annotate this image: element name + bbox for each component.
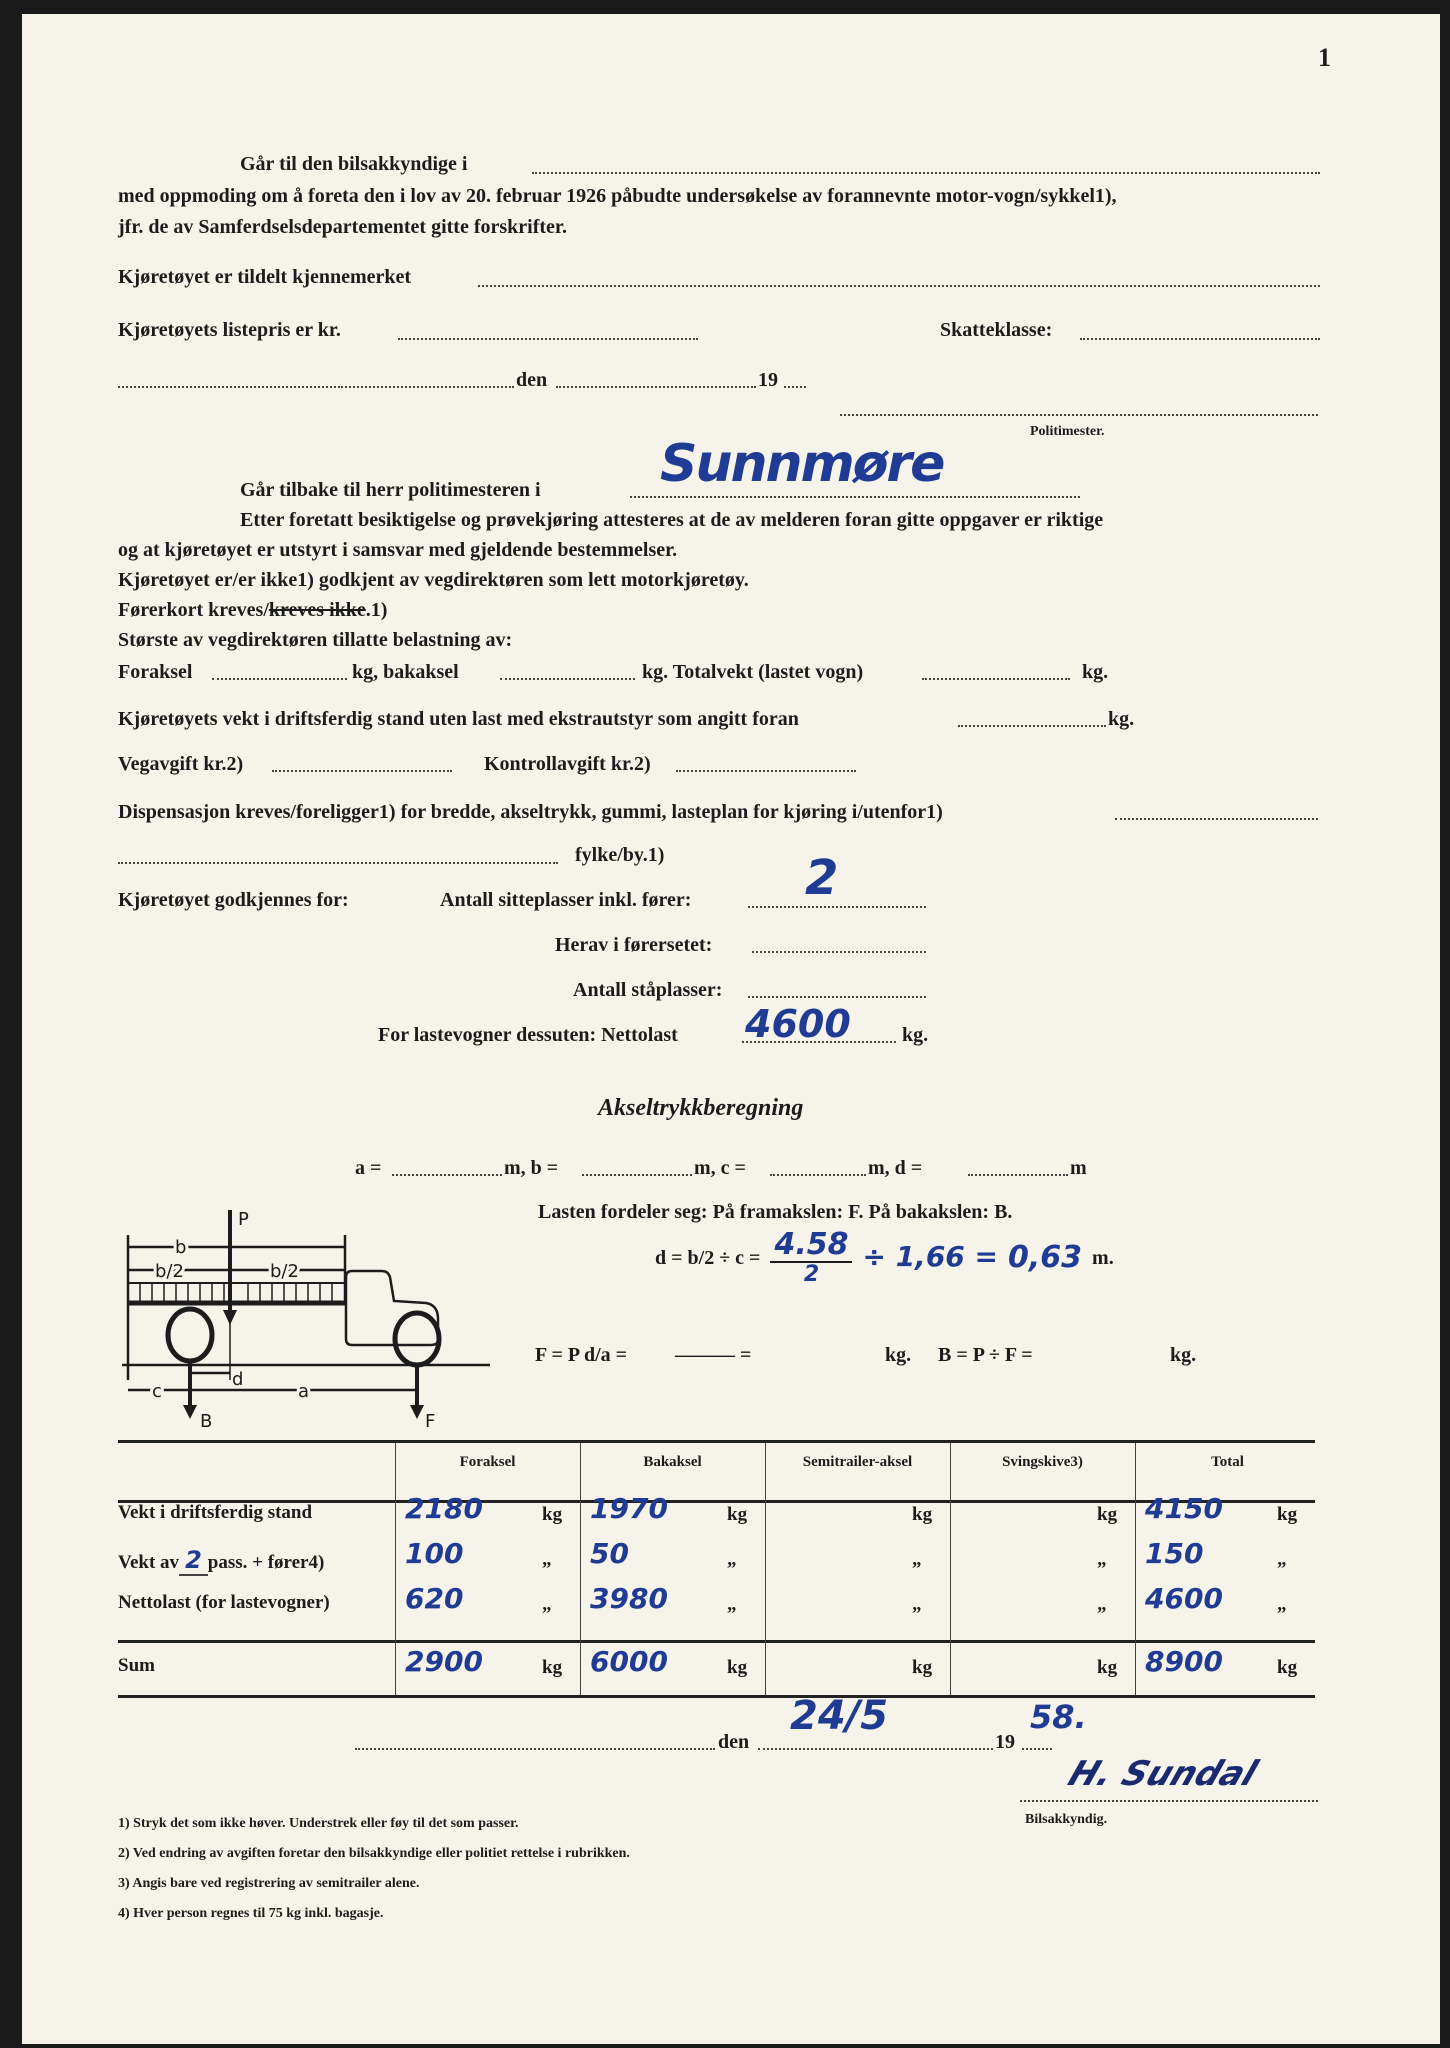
front-axle-field[interactable] [212,678,347,680]
signoff-den: den [718,1731,750,1753]
table-value[interactable]: 4600 [1145,1582,1223,1615]
c-field[interactable] [770,1174,866,1176]
row-label: Nettolast (for lastevogner) [118,1592,330,1613]
d-result: 0,63 [1008,1240,1083,1276]
seats-value: 2 [805,850,839,906]
label-p: P [238,1209,249,1230]
den-label: den [516,369,548,391]
table-unit: „ [1277,1594,1287,1615]
a-label: a = [355,1157,382,1179]
table-unit: „ [1097,1594,1107,1615]
table-column-divider [395,1443,396,1695]
truck-cab [346,1271,438,1345]
distribution-text: Lasten fordeler seg: På framakslen: F. På bakakslen: B. [538,1201,1013,1223]
table-value[interactable]: 1970 [590,1492,668,1525]
table-unit: kg [1277,1504,1298,1525]
table-unit: „ [727,1594,737,1615]
row-label-suffix: pass. + fører4) [207,1552,325,1573]
table-value[interactable]: 50 [590,1537,629,1570]
inspector-signature: H. Sundal [1062,1754,1263,1794]
police-district-value: Sunnmøre [660,434,944,494]
dispensation-field[interactable] [1115,818,1318,820]
table-column-divider [580,1443,581,1695]
d-denominator: 2 [803,1262,820,1287]
b-kg: kg. [1170,1344,1197,1366]
signoff-year-field[interactable] [1022,1748,1052,1750]
table-unit: kg [542,1504,563,1525]
table-value[interactable]: 8900 [1145,1645,1223,1678]
footnote-4: 4) Hver person regnes til 75 kg inkl. bagasje. [118,1906,384,1921]
table-unit: „ [912,1594,922,1615]
f-kg: kg. [885,1344,912,1366]
table-header: Foraksel [459,1454,516,1470]
row-label: Vekt i driftsferdig stand [118,1502,313,1523]
inspector-signature-field[interactable] [1020,1800,1318,1802]
sum-label: Sum [118,1655,155,1676]
signoff-year: 58. [1030,1698,1087,1736]
m-label: m [1070,1157,1087,1179]
front-axle-label: Foraksel [118,661,193,683]
control-fee-field[interactable] [676,770,856,772]
tax-class-field[interactable] [1080,338,1320,340]
inspector-role: Bilsakkyndig. [1025,1812,1108,1827]
license-suffix: .1) [365,599,388,621]
table-value[interactable]: 620 [405,1582,464,1615]
license-struck: kreves ikke [268,599,366,621]
table-rule [118,1695,1315,1698]
date-field[interactable] [556,386,756,388]
license-line [118,598,387,622]
table-unit: „ [542,1549,552,1570]
passenger-count[interactable]: 2 [179,1546,208,1576]
row-label-prefix: Vekt av [118,1552,180,1573]
table-unit: kg [727,1504,748,1525]
c-label: m, c = [694,1157,746,1179]
seats-field[interactable] [748,906,926,908]
table-value[interactable]: 4150 [1145,1492,1223,1525]
police-chief-label: Politimester. [1030,424,1105,439]
inspector-field[interactable] [532,172,1320,174]
label-B: B [200,1411,213,1432]
net-load-label: For lastevogner dessuten: Nettolast [378,1024,678,1046]
place-field-2[interactable] [338,386,514,388]
table-unit: „ [727,1549,737,1570]
rear-wheel [168,1309,212,1361]
label-c: c [152,1381,162,1402]
footnote-2: 2) Ved endring av avgiften foretar den bilsakkyndige eller politiet rettelse i rubrikken. [118,1846,630,1861]
table-value[interactable]: 100 [405,1537,464,1570]
registration-field[interactable] [478,285,1320,287]
label-d: d [232,1369,244,1390]
front-wheel [395,1313,439,1365]
d-numerator: 4.58 [770,1228,852,1263]
signoff-year-prefix: 19 [995,1731,1015,1753]
page-mark: 1 [1318,43,1331,72]
table-unit: kg [1277,1657,1298,1678]
rear-axle-field[interactable] [500,678,635,680]
list-price-field[interactable] [398,338,698,340]
attest-line-1: Etter foretatt besiktigelse og prøvekjøring attesteres at de av melderen foran gitte oppgaver er riktige [240,509,1104,531]
standing-label: Antall ståplasser: [573,979,723,1001]
curb-weight-label: Kjøretøyets vekt i driftsferdig stand uten last med ekstrautstyr som angitt foran [118,708,799,730]
axle-load-diagram [120,1205,500,1435]
return-label: Går tilbake til herr politimesteren i [240,479,541,501]
d-field[interactable] [968,1174,1068,1176]
label-F: F [425,1411,436,1432]
place-field[interactable] [118,386,336,388]
d-label: m, d = [868,1157,923,1179]
control-fee-label: Kontrollavgift kr.2) [484,753,651,775]
dispensation-label: Dispensasjon kreves/foreligger1) for bredde, akseltrykk, gummi, lasteplan for kjøring i/utenfor1) [118,801,943,823]
max-load-line: Største av vegdirektøren tillatte belastning av: [118,629,513,651]
year-prefix: 19 [758,369,778,391]
total-weight-label: kg. Totalvekt (lastet vogn) [642,661,864,683]
rear-axle-label: kg, bakaksel [352,661,459,683]
county-field[interactable] [118,862,558,864]
table-header: Bakaksel [643,1454,702,1470]
request-line: med oppmoding om å foreta den i lov av 20. februar 1926 påbudte undersøkelse av forannevnte motor-vogn/sykkel1), [118,185,1117,207]
table-column-divider [765,1443,766,1695]
year-field[interactable] [784,386,806,388]
label-half-left: b/2 [155,1261,184,1282]
table-column-divider [950,1443,951,1695]
d-unit: m. [1092,1246,1114,1269]
d-formula: d = b/2 ÷ c = [655,1246,761,1269]
table-value[interactable]: 3980 [590,1582,668,1615]
table-unit: kg [912,1504,933,1525]
table-header: Semitrailer-aksel [802,1454,913,1470]
label-half-right: b/2 [270,1261,299,1282]
kg-label: kg. [1082,661,1109,683]
table-column-divider [1135,1443,1136,1695]
list-price-label: Kjøretøyets listepris er kr. [118,319,341,341]
kg-label-2: kg. [1108,708,1135,730]
table-unit: „ [542,1594,552,1615]
b-field[interactable] [582,1174,692,1176]
standing-field[interactable] [748,996,926,998]
police-signature-field[interactable] [840,414,1318,416]
table-unit: „ [912,1549,922,1570]
d-formula-row [655,1228,1114,1287]
table-value[interactable]: 2900 [405,1645,483,1678]
footnote-3: 3) Angis bare ved registrering av semitrailer alene. [118,1876,420,1891]
table-unit: kg [727,1657,748,1678]
table-unit: kg [912,1657,933,1678]
road-fee-field[interactable] [272,770,452,772]
road-fee-label: Vegavgift kr.2) [118,753,244,775]
cargo-bed [128,1283,345,1303]
f-formula: F = P d/a = [535,1344,628,1366]
total-weight-field[interactable] [922,678,1070,680]
police-district-field[interactable] [630,496,1080,498]
to-inspector-label: Går til den bilsakkyndige i [240,153,468,175]
f-eq: ——— = [675,1344,752,1366]
label-a: a [298,1381,310,1402]
table-unit: „ [1097,1549,1107,1570]
table-value[interactable]: 6000 [590,1645,668,1678]
table-unit: „ [1277,1549,1287,1570]
approval-label: Kjøretøyet godkjennes for: [118,889,349,911]
row-label [118,1547,324,1574]
net-load-value: 4600 [745,1002,851,1046]
d-minus: ÷ 1,66 = [862,1240,998,1274]
d-fraction [770,1228,852,1287]
regulation-line: jfr. de av Samferdselsdepartementet gitte forskrifter. [118,216,567,238]
a-field[interactable] [392,1174,502,1176]
attest-line-2: og at kjøretøyet er utstyrt i samsvar med gjeldende bestemmelser. [118,539,678,561]
driver-seat-field[interactable] [752,951,926,953]
curb-weight-field[interactable] [958,725,1106,727]
footnote-1: 1) Stryk det som ikke høver. Understrek eller føy til det som passer. [118,1816,519,1831]
table-unit: kg [1097,1504,1118,1525]
seats-label: Antall sitteplasser inkl. fører: [440,889,692,911]
light-vehicle-line: Kjøretøyet er/er ikke1) godkjent av vegdirektøren som lett motorkjøretøy. [118,569,749,591]
table-unit: kg [1097,1657,1118,1678]
table-unit: kg [542,1657,563,1678]
calc-title: Akseltrykkberegning [598,1095,804,1121]
table-value[interactable]: 150 [1145,1537,1204,1570]
signoff-date-field[interactable] [758,1748,993,1750]
table-header: Svingskive3) [1002,1454,1083,1470]
signoff-place-field[interactable] [355,1748,715,1750]
label-b: b [175,1237,187,1258]
table-header: Total [1211,1454,1244,1470]
b-formula: B = P ÷ F = [938,1344,1033,1366]
net-load-kg: kg. [902,1024,929,1046]
registration-label: Kjøretøyet er tildelt kjennemerket [118,266,412,288]
county-label: fylke/by.1) [575,844,665,866]
license-prefix: Førerkort kreves/ [118,599,269,621]
driver-seat-label: Herav i førersetet: [555,934,713,956]
b-label: m, b = [504,1157,559,1179]
table-value[interactable]: 2180 [405,1492,483,1525]
signoff-date: 24/5 [790,1693,889,1739]
tax-class-label: Skatteklasse: [940,319,1053,341]
